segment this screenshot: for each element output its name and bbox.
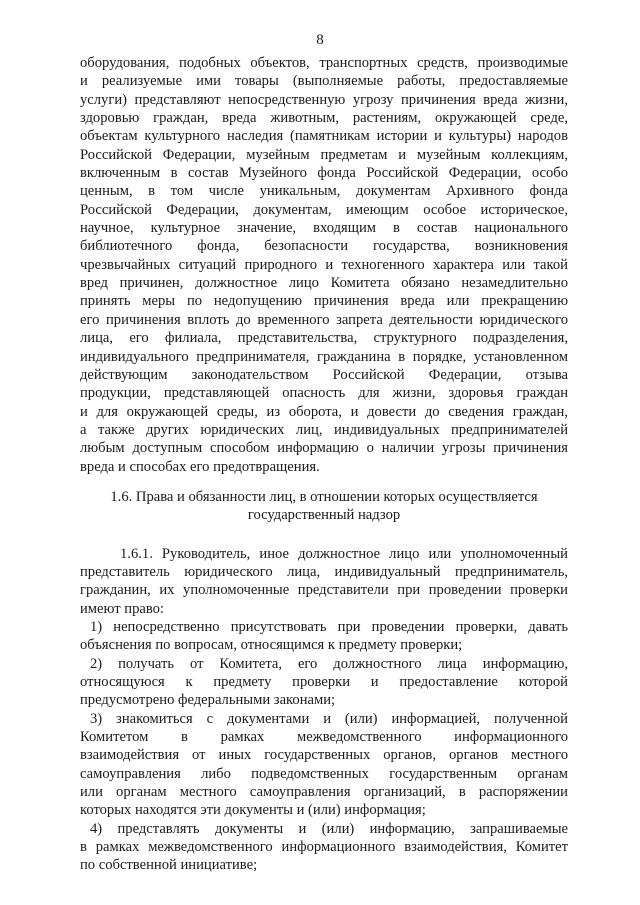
list-item-4 xyxy=(80,820,568,875)
text-line: любым доступным способом информацию о наличии угрозы причинения xyxy=(80,440,568,457)
text-line: чрезвычайных ситуаций природного и техногенного характера или такой xyxy=(80,256,568,273)
text-line: здоровью граждан, вреда животным, растениям, окружающей среде, xyxy=(80,110,568,127)
text-line: 4) представлять документы и (или) информацию, запрашиваемые xyxy=(90,820,568,837)
text-line: его причинения вплоть до временного запрета деятельности юридического xyxy=(80,311,568,328)
text-line: относящуюся к предмету проверки и предоставление которой xyxy=(80,674,568,690)
text-line: продукции, представляющей опасность для жизни, здоровья граждан xyxy=(80,385,568,402)
text-line: 2) получать от Комитета, его должностного лица информацию, xyxy=(90,655,568,672)
text-line: Комитетом в рамках межведомственного информационного xyxy=(80,729,568,746)
text-line: индивидуального предпринимателя, гражданина в порядке, установленном xyxy=(80,348,568,365)
text-line: по собственной инициативе; xyxy=(80,857,258,874)
text-line: предусмотрено федеральными законами; xyxy=(80,692,336,709)
text-line: и реализуемые ими товары (выполняемые работы, предоставляемые xyxy=(80,73,568,90)
text-line: научное, культурное значение, входящим в состав национального xyxy=(80,220,568,237)
text-line: вред причинен, должностное лицо Комитета обязано незамедлительно xyxy=(80,275,568,292)
section-heading-line: 1.6. Права и обязанности лиц, в отношении которых осуществляется xyxy=(110,488,538,505)
text-line: 3) знакомиться с документами и (или) информацией, полученной xyxy=(90,710,568,727)
text-line: включенным в состав Музейного фонда Российской Федерации, особо xyxy=(80,165,568,182)
text-line: ценным, в том числе уникальным, документам Архивного фонда xyxy=(80,183,568,200)
text-line: или органам местного самоуправления организаций, в распоряжении xyxy=(80,784,568,801)
text-line: которых находятся эти документы и (или) информация; xyxy=(80,802,426,819)
text-line: 1.6.1. Руководитель, иное должностное лицо или уполномоченный xyxy=(120,545,568,562)
document-body xyxy=(80,54,568,875)
text-line: объяснения по вопросам, относящимся к предмету проверки; xyxy=(80,637,463,654)
text-line: гражданин, их уполномоченные представители при проведении проверки xyxy=(80,582,568,599)
section-heading-line: государственный надзор xyxy=(247,507,401,524)
list-item-2 xyxy=(80,655,568,710)
text-line: 1) непосредственно присутствовать при проведении проверки, давать xyxy=(90,618,568,635)
text-line: Российской Федерации, документам, имеющим особое историческое, xyxy=(80,201,568,218)
text-line: вреда и способах его предотвращения. xyxy=(80,458,320,475)
text-line: имеют право: xyxy=(80,600,164,617)
text-line: оборудования, подобных объектов, транспортных средств, производимые xyxy=(80,55,568,71)
text-line: взаимодействия от иных государственных органов, органов местного xyxy=(80,747,568,764)
text-line: а также других юридических лиц, индивидуальных предпринимателей xyxy=(80,421,568,438)
text-line: действующим законодательством Российской Федерации, отзыва xyxy=(80,366,568,383)
list-item-1 xyxy=(80,618,568,655)
text-line: объектам культурного наследия (памятникам истории и культуры) народов xyxy=(80,128,568,145)
text-line: самоуправления либо подведомственных государственным органам xyxy=(80,765,568,782)
text-line: лица, его филиала, представительства, структурного подразделения, xyxy=(80,330,568,347)
text-line: услуги) представляют непосредственную угрозу причинения вреда жизни, xyxy=(80,91,568,108)
text-line: принять меры по недопущению причинения вреда или прекращению xyxy=(80,293,568,310)
text-line: Российской Федерации, музейным предметам и музейным коллекциям, xyxy=(80,146,568,163)
text-line: представитель юридического лица, индивидуальный предприниматель, xyxy=(80,563,568,580)
paragraph-hazard-measures xyxy=(80,54,568,476)
text-line: в рамках межведомственного информационного взаимодействия, Комитет xyxy=(80,839,568,856)
list-item-3 xyxy=(80,710,568,820)
section-heading xyxy=(80,488,568,525)
text-line: и для окружающей среды, из оборота, и довести до сведения граждан, xyxy=(80,403,568,420)
paragraph-rights-intro xyxy=(80,545,568,618)
page-number: 8 xyxy=(316,32,324,48)
text-line: библиотечного фонда, безопасности государства, возникновения xyxy=(80,238,568,255)
